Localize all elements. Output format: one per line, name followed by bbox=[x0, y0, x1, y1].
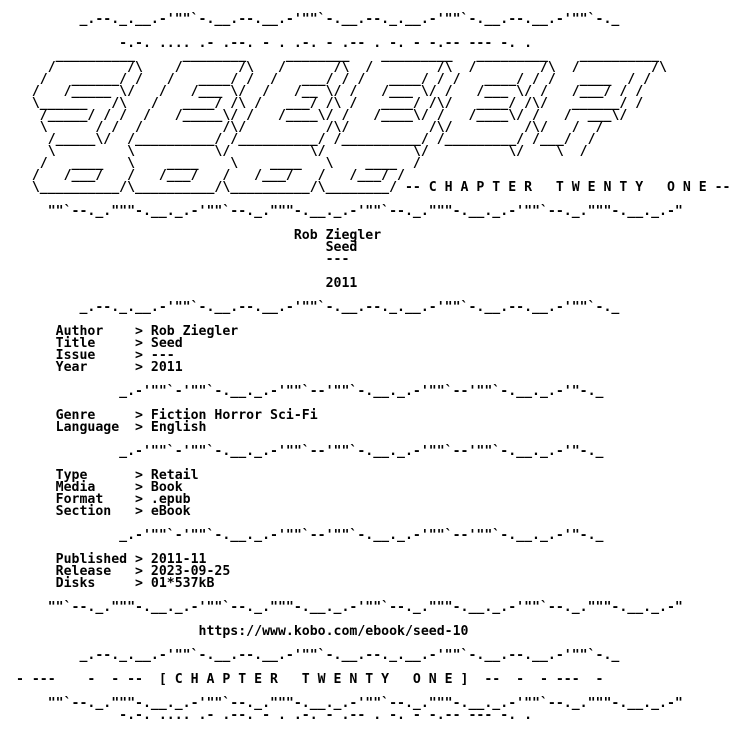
nfo-line: / ______/ / / ____/ / / ___/ / / ____/ / / ____/ / / ____ / / bbox=[8, 72, 652, 87]
nfo-line: Issue > --- bbox=[8, 348, 175, 363]
nfo-line: _.--._.__.-'""`-.__.--.__.-'""`-.__.--._.__.-'""`-.__.--.__.-'""`-._ bbox=[8, 300, 620, 315]
nfo-line: _.-'""`-'""`-.__._.-'""`--'""`-.__._.-'""`--'""`-.__._.-'"-._ bbox=[8, 444, 604, 459]
nfo-line: Language > English bbox=[8, 420, 207, 435]
nfo-line: - --- - - -- [ C H A P T E R T W E N T Y O N E ] -- - - --- - bbox=[8, 672, 604, 687]
nfo-line: _.--._.__.-'""`-.__.--.__.-'""`-.__.--._.__.-'""`-.__.--.__.-'""`-._ bbox=[8, 12, 620, 27]
nfo-line: Year > 2011 bbox=[8, 360, 183, 375]
nfo-line: Section > eBook bbox=[8, 504, 191, 519]
nfo-line: Author > Rob Ziegler bbox=[8, 324, 239, 339]
nfo-line: Published > 2011-11 bbox=[8, 552, 207, 567]
nfo-line: ""`--._."""-.__._.-'""`--._."""-.__._.-'""`--._."""-.__._.-'""`--._."""-.__._.-" bbox=[8, 600, 683, 615]
nfo-line: /_____/ / / / /_____\/ / /____\/ / /____\/ / /____\/ / / ___\/ bbox=[8, 108, 628, 123]
nfo-line: --- bbox=[8, 252, 350, 267]
nfo-line: / ____ \ ____ \ ____ \ ____ / bbox=[8, 156, 421, 171]
nfo-line: \ / / / /\/ /\/ /\/ /\/ / / bbox=[8, 120, 604, 135]
nfo-line: \__________/\__________/\__________/\________/ -- C H A P T E R T W E N T Y O N E -- bbox=[8, 180, 731, 195]
nfo-line: ""`--._."""-.__._.-'""`--._."""-.__._.-'""`--._."""-.__._.-'""`--._."""-.__._.-" bbox=[8, 204, 683, 219]
nfo-line: / /\ / /\ / /\ / /\ / /\ / /\ bbox=[8, 60, 667, 75]
nfo-line: / /___/ / /___/ / /___/ / /___/ / bbox=[8, 168, 405, 183]
nfo-line: Release > 2023-09-25 bbox=[8, 564, 231, 579]
nfo-line: Disks > 01*537kB bbox=[8, 576, 215, 591]
nfo-line: Title > Seed bbox=[8, 336, 183, 351]
nfo-line: /_____\/ /__________/ /__________/ /__________/ /_________/ /___/ / bbox=[8, 132, 596, 147]
nfo-line: Genre > Fiction Horror Sci-Fi bbox=[8, 408, 318, 423]
nfo-line: Format > .epub bbox=[8, 492, 191, 507]
nfo-line: \ \ \/ \/ \/ \/ \ / bbox=[8, 144, 588, 159]
nfo-line: Media > Book bbox=[8, 480, 183, 495]
nfo-line: -.-. .... .- .--. - . .-. - .-- . -. - -.-- --- -. . bbox=[8, 36, 533, 51]
nfo-line: Type > Retail bbox=[8, 468, 199, 483]
nfo-line: _.--._.__.-'""`-.__.--.__.-'""`-.__.--._.__.-'""`-.__.--.__.-'""`-._ bbox=[8, 648, 620, 663]
nfo-line: -.-. .... .- .--. - . .-. - .-- . -. - -.-- --- -. . bbox=[8, 708, 533, 723]
nfo-line: Seed bbox=[8, 240, 358, 255]
nfo-line: __________ ________ ________ _________ _________ __________ bbox=[8, 48, 660, 63]
nfo-line: _.-'""`-'""`-.__._.-'""`--'""`-.__._.-'""`--'""`-.__._.-'"-._ bbox=[8, 384, 604, 399]
nfo-line: _.-'""`-'""`-.__._.-'""`--'""`-.__._.-'""`--'""`-.__._.-'"-._ bbox=[8, 528, 604, 543]
nfo-line: ""`--._."""-.__._.-'""`--._."""-.__._.-'""`--._."""-.__._.-'""`--._."""-.__._.-" bbox=[8, 696, 683, 711]
nfo-line: https://www.kobo.com/ebook/seed-10 bbox=[8, 624, 469, 639]
nfo-text-block bbox=[8, 14, 731, 722]
nfo-line: / /_____ \/ / /___ \/ / /__ \/ / /___ \/ / /___ \/ / /___/ / / bbox=[8, 84, 644, 99]
nfo-line: \______ /\ / ____/ /\ / ___/ /\ / ____/ /\/ ____/ /\/ ______/ / bbox=[8, 96, 644, 111]
nfo-line: Rob Ziegler bbox=[8, 228, 382, 243]
nfo-line: 2011 bbox=[8, 276, 358, 291]
